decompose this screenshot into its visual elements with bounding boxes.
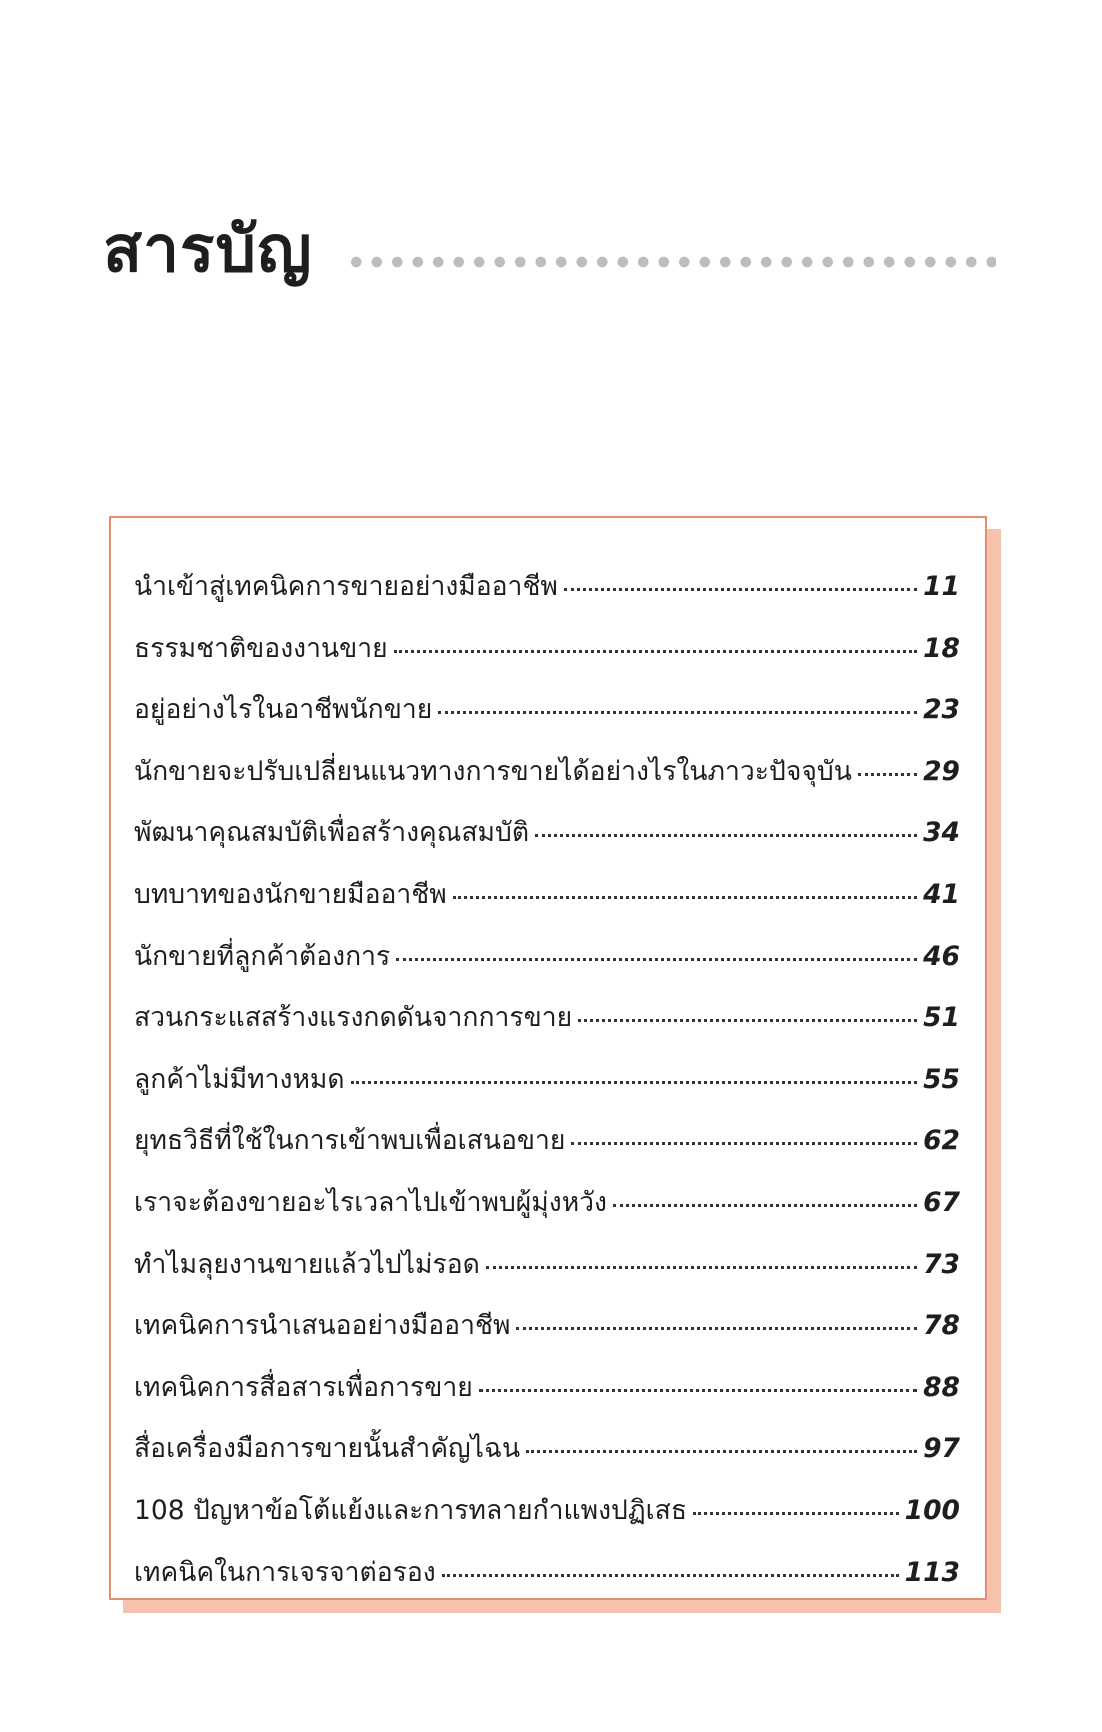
toc-entry[interactable] bbox=[134, 987, 960, 1049]
toc-entry-page-number: 88 bbox=[923, 1371, 960, 1403]
toc-entry-title: ยุทธวิธีที่ใช้ในการเข้าพบเพื่อเสนอขาย bbox=[134, 1125, 566, 1157]
toc-entry-title: สื่อเครื่องมือการขายนั้นสำคัญไฉน bbox=[134, 1433, 521, 1465]
toc-dot-leader bbox=[526, 1446, 917, 1453]
toc-entry[interactable] bbox=[134, 802, 960, 864]
toc-entry[interactable] bbox=[134, 1172, 960, 1234]
toc-dot-leader bbox=[564, 584, 917, 591]
toc-entry[interactable] bbox=[134, 1110, 960, 1172]
toc-entry[interactable] bbox=[134, 1295, 960, 1357]
toc-dot-leader bbox=[442, 1570, 899, 1577]
toc-entry-title: พัฒนาคุณสมบัติเพื่อสร้างคุณสมบัติ bbox=[134, 817, 530, 849]
toc-entry-title: นักขายจะปรับเปลี่ยนแนวทางการขายได้อย่างไรในภาวะปัจจุบัน bbox=[134, 755, 852, 787]
toc-entry-page-number: 41 bbox=[923, 878, 960, 910]
toc-box bbox=[109, 516, 987, 1600]
toc-entry-page-number: 51 bbox=[923, 1002, 960, 1034]
toc-entry-title: เราจะต้องขายอะไรเวลาไปเข้าพบผู้มุ่งหวัง bbox=[134, 1186, 608, 1218]
toc-entry-title: สวนกระแสสร้างแรงกดดันจากการขาย bbox=[134, 1002, 573, 1034]
toc-entry-page-number: 78 bbox=[923, 1310, 960, 1342]
title-dotted-rule bbox=[346, 255, 996, 269]
toc-entry-page-number: 29 bbox=[923, 755, 960, 787]
toc-entry-title: ธรรมชาติของงานขาย bbox=[134, 632, 388, 664]
toc-entry-title: บทบาทของนักขายมืออาชีพ bbox=[134, 878, 447, 910]
toc-dot-leader bbox=[535, 830, 917, 837]
toc-entry[interactable] bbox=[134, 1418, 960, 1480]
toc-entry-title: ทำไมลุยงานขายแล้วไปไม่รอด bbox=[134, 1248, 480, 1280]
toc-entry[interactable] bbox=[134, 741, 960, 803]
toc-dot-leader bbox=[438, 707, 917, 714]
toc-entry-page-number: 113 bbox=[904, 1556, 960, 1588]
toc-entry[interactable] bbox=[134, 679, 960, 741]
toc-entry[interactable] bbox=[134, 864, 960, 926]
toc-entry-title: เทคนิคการนำเสนออย่างมืออาชีพ bbox=[134, 1310, 511, 1342]
toc-entry-page-number: 55 bbox=[923, 1063, 960, 1095]
page-title: สารบัญ bbox=[103, 213, 313, 287]
toc-entry[interactable] bbox=[134, 1049, 960, 1111]
toc-entry[interactable] bbox=[134, 1357, 960, 1419]
toc-dot-leader bbox=[858, 769, 917, 776]
toc-dot-leader bbox=[516, 1323, 917, 1330]
toc-entry-title: อยู่อย่างไรในอาชีพนักขาย bbox=[134, 694, 433, 726]
toc-entry-page-number: 18 bbox=[923, 632, 960, 664]
toc-entry[interactable] bbox=[134, 926, 960, 988]
toc-dot-leader bbox=[394, 646, 917, 653]
toc-dot-leader bbox=[453, 892, 917, 899]
toc-entry[interactable] bbox=[134, 1542, 960, 1604]
toc-dot-leader bbox=[693, 1508, 899, 1515]
toc-entry-title: 108 ปัญหาข้อโต้แย้งและการทลายกำแพงปฏิเสธ bbox=[134, 1494, 688, 1526]
toc-entry-page-number: 100 bbox=[904, 1494, 960, 1526]
toc-entry-page-number: 73 bbox=[923, 1248, 960, 1280]
toc-entry-page-number: 62 bbox=[923, 1125, 960, 1157]
toc-dot-leader bbox=[571, 1138, 917, 1145]
toc-list bbox=[134, 556, 960, 1603]
toc-entry-title: นำเข้าสู่เทคนิคการขายอย่างมืออาชีพ bbox=[134, 571, 558, 602]
toc-entry-title: ลูกค้าไม่มีทางหมด bbox=[134, 1063, 345, 1095]
toc-dot-leader bbox=[351, 1077, 918, 1084]
toc-entry-page-number: 67 bbox=[923, 1186, 960, 1218]
toc-dot-leader bbox=[486, 1262, 917, 1269]
toc-entry-page-number: 23 bbox=[923, 694, 960, 726]
toc-dot-leader bbox=[613, 1200, 917, 1207]
toc-entry-page-number: 46 bbox=[923, 940, 960, 972]
toc-entry-title: เทคนิคการสื่อสารเพื่อการขาย bbox=[134, 1371, 473, 1403]
toc-entry-page-number: 34 bbox=[923, 817, 960, 849]
toc-entry[interactable] bbox=[134, 1480, 960, 1542]
toc-dot-leader bbox=[578, 1015, 917, 1022]
toc-dot-leader bbox=[479, 1385, 917, 1392]
toc-entry[interactable] bbox=[134, 556, 960, 618]
toc-entry[interactable] bbox=[134, 1234, 960, 1296]
toc-entry-page-number: 11 bbox=[923, 571, 960, 602]
toc-entry-title: นักขายที่ลูกค้าต้องการ bbox=[134, 940, 391, 972]
page-header bbox=[103, 205, 1003, 295]
toc-dot-leader bbox=[396, 954, 917, 961]
toc-entry-title: เทคนิคในการเจรจาต่อรอง bbox=[134, 1556, 436, 1588]
toc-entry-page-number: 97 bbox=[923, 1433, 960, 1465]
toc-entry[interactable] bbox=[134, 618, 960, 680]
